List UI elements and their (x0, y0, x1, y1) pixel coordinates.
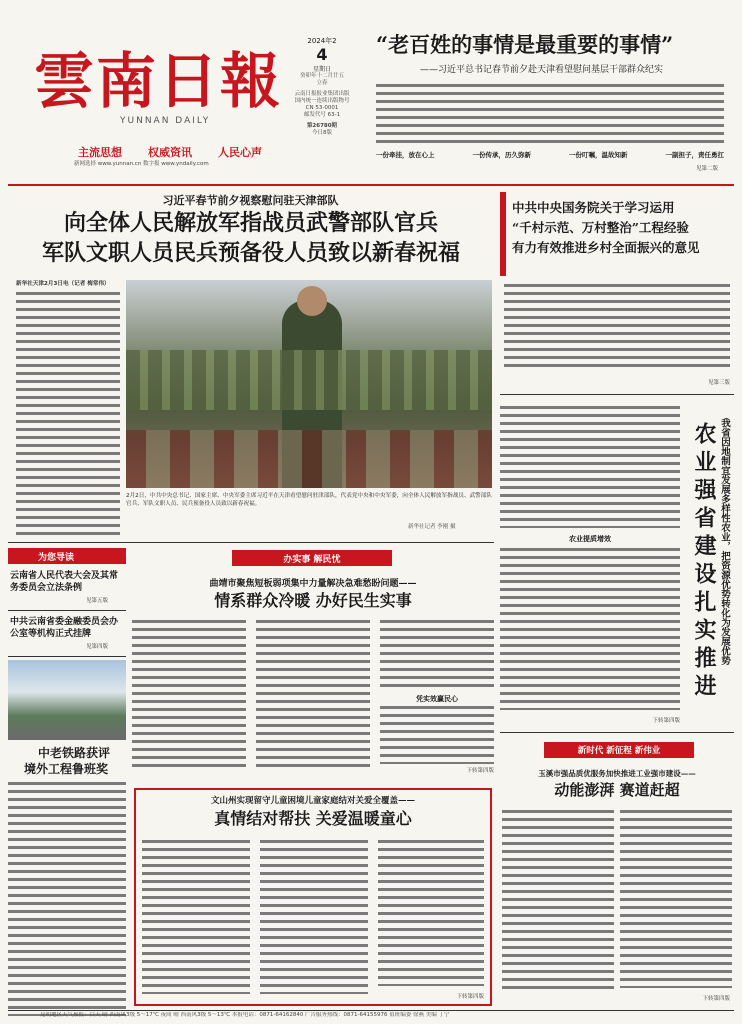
right-top-rule (500, 192, 506, 276)
slogan-1: 主流思想 (78, 146, 122, 159)
left-nav-item-2[interactable]: 中共云南省委金融委员会办公室等机构正式挂牌 (10, 617, 119, 639)
mid-headline: 情系群众冷暖 办好民生实事 (214, 591, 412, 610)
lead-photo-byline: 新华社记者 李刚 摄 (408, 524, 456, 530)
right-top-headline-3: 有力有效推进乡村全面振兴的意见 (512, 240, 700, 255)
new-era-kicker: 玉溪市强品质优服务加快推进工业强市建设—— (538, 769, 696, 778)
tag-1: 一份牵挂，放在心上 (376, 151, 435, 159)
left-feature-title-2: 境外工程鲁班奖 (24, 762, 109, 776)
lead-body (16, 290, 120, 540)
top-right-see-page: 见第二版 (695, 166, 718, 172)
lead-story (8, 188, 493, 538)
tag-4: 一副担子，责任勇扛 (665, 151, 724, 159)
agri-vertical-sub: 我省因地制宜发展多样性农业，把资源优势转化为发展优势 (719, 418, 730, 665)
bottom-box-body-3 (378, 838, 484, 986)
cn-code-label: 国内统一连续出版物号 (294, 98, 350, 104)
top-right-subhead: ——习近平总书记春节前夕赴天津看望慰问基层干部群众纪实 (420, 65, 664, 75)
top-right-story (368, 32, 732, 174)
solar-term: 立春 (316, 80, 328, 86)
right-top-story (500, 192, 734, 390)
left-nav-item-1[interactable]: 云南省人民代表大会及其常务委员会立法条例 (10, 571, 119, 593)
photo-figure-head (297, 286, 327, 316)
new-era-body-1 (502, 808, 614, 994)
footer-rule (8, 1010, 734, 1011)
top-right-tags (376, 150, 724, 159)
new-era-turn-page: 下转第四版 (702, 996, 730, 1002)
mid-body-1 (132, 618, 246, 770)
lead-headline-1: 向全体人民解放军指战员武警部队官兵 (63, 211, 438, 236)
agri-vertical-headline: 农业强省建设扎实推进 (691, 422, 716, 702)
mid-subsection: 凭实效赢民心 (416, 695, 458, 703)
mid-story (132, 548, 494, 776)
right-top-see-page: 见第三版 (707, 380, 730, 386)
left-nav-title: 为您导读 (38, 553, 75, 563)
lead-kicker: 习近平春节前夕视察慰问驻天津部队 (162, 194, 339, 207)
masthead-rule (8, 184, 734, 186)
logo: 雲南日報 (34, 47, 282, 117)
date-year: 2024年2 (307, 37, 337, 45)
right-top-body (504, 282, 730, 370)
lead-headline-2: 军队文职人员民兵预备役人员致以新春祝福 (41, 241, 460, 266)
left-nav-divider-2 (8, 656, 126, 657)
new-era-story (500, 736, 734, 1008)
left-feature-body (8, 780, 126, 1016)
mid-turn-page: 下转第四版 (466, 768, 494, 774)
left-nav-item-1-page: 见第五版 (85, 598, 108, 604)
bottom-box-turn-page: 下转第四版 (456, 994, 484, 1000)
issue-info (292, 36, 352, 137)
logo-en: YUNNAN DAILY (120, 116, 211, 126)
agri-subsection: 农业提质增效 (569, 535, 611, 543)
mid-body-4 (380, 704, 494, 764)
divider-right-1 (500, 394, 734, 395)
weekday: 星期日 (312, 66, 331, 73)
photo-chairs (126, 430, 492, 488)
right-top-headline-2: “千村示范、万村整治”工程经验 (512, 220, 689, 235)
mid-banner: 办实事 解民忧 (283, 555, 341, 565)
page-count: 今日8版 (312, 130, 332, 136)
left-feature-photo (8, 660, 126, 740)
new-era-body-2 (620, 808, 732, 988)
bottom-box-kicker: 文山州实现留守儿童困境儿童家庭结对关爱全覆盖—— (210, 796, 415, 806)
agri-story (500, 398, 734, 728)
left-nav (8, 548, 126, 1024)
mid-kicker: 曲靖市聚焦短板弱项集中力量解决急难愁盼问题—— (209, 579, 417, 589)
lead-photo (126, 280, 492, 488)
date-day: 4 (316, 45, 328, 64)
lead-photo-caption: 2月2日，中共中央总书记、国家主席、中央军委主席习近平在天津看望慰问驻津部队，代表党中央和中央军委，向全体人民解放军指战员、武警部队官兵、军队文职人员、民兵预备役人员致以新春祝福。 (126, 493, 492, 507)
agri-body-1 (500, 404, 680, 528)
mid-body-2 (256, 618, 370, 770)
web-info: 新网选择 www.yunnan.cn 数字报 www.yndaily.com (74, 161, 209, 167)
divider-right-2 (500, 732, 734, 733)
left-feature-title-1: 中老铁路获评 (38, 746, 111, 760)
agri-turn-page: 下转第四版 (652, 718, 680, 724)
new-era-banner: 新时代 新征程 新伟业 (577, 746, 661, 756)
bottom-box-body-2 (260, 838, 368, 994)
bottom-box-story (134, 788, 492, 1006)
issue-number: 第26780期 (306, 123, 338, 129)
new-era-headline: 动能澎湃 赛道赶超 (554, 781, 680, 799)
divider-mid (8, 542, 494, 543)
agri-body-2 (500, 546, 680, 710)
tag-2: 一份传承，历久弥新 (472, 151, 531, 159)
left-nav-divider (8, 610, 126, 611)
tag-3: 一份叮嘱，温故知新 (569, 151, 628, 159)
slogan-3: 人民心声 (218, 146, 262, 159)
footer-info: 昆明地区天气预报：白天 晴 西南风3级 5～17℃ 夜间 晴 西南风3级 5～13℃ 本报电话：0871-64162840 广告服务热线：0871-64155976 值班编委 徐燕 美编 丁宁 (40, 1012, 450, 1018)
lunar-date: 癸卯年十二月廿五 (299, 73, 344, 79)
mid-body-3 (380, 618, 494, 690)
top-right-headline: “老百姓的事情是最重要的事情” (376, 32, 674, 57)
bottom-box-headline: 真情结对帮扶 关爱温暖童心 (214, 809, 412, 828)
publisher: 云南日报报业集团出版 (294, 91, 350, 97)
cn-code: CN 53-0001 (305, 105, 339, 111)
bottom-box-body-1 (142, 838, 250, 994)
slogan-2: 权威资讯 (148, 146, 192, 159)
right-top-headline-1: 中共中央国务院关于学习运用 (512, 200, 675, 215)
top-right-body (376, 82, 724, 144)
post-code: 邮发代号 63-1 (303, 112, 341, 118)
lead-dateline: 新华社天津2月3日电（记者 梅常伟） (16, 281, 110, 287)
left-nav-item-2-page: 见第四版 (85, 644, 108, 650)
photo-crowd (126, 350, 492, 410)
